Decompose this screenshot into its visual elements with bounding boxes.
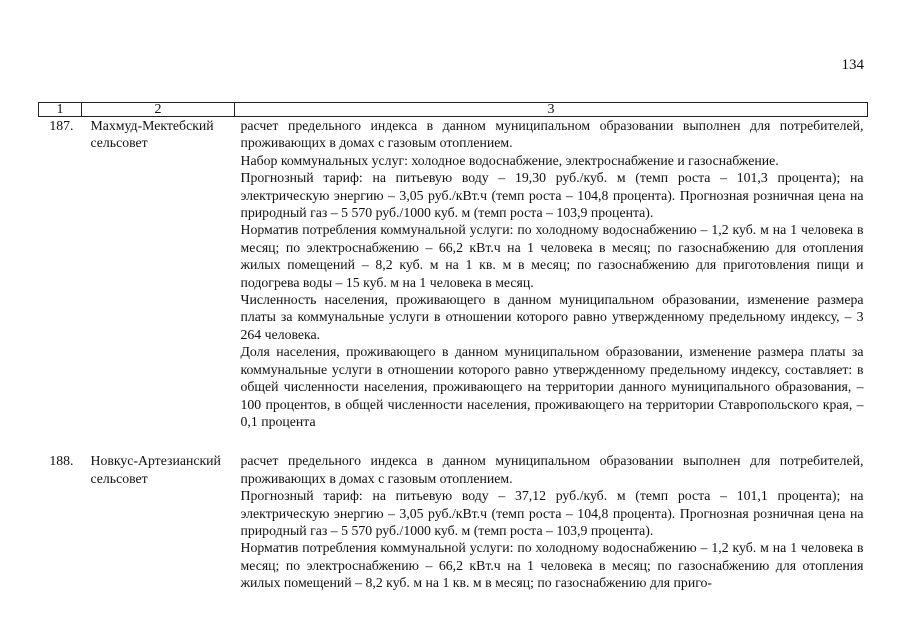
paragraph: Набор коммунальных услуг: холодное водоснабжение, электроснабжение и газоснабжение.	[240, 152, 779, 168]
paragraph: Прогнозный тариф: на питьевую воду – 37,12 руб./куб. м (темп роста – 101,1 процента); на электрическую энергию – 3,05 руб./кВт.ч (темп роста – 104,8 процента). Прогнозная розничная цена на природный газ – 5 570 руб./1000 куб. м (темп роста – 103,9 процента).	[240, 488, 864, 538]
row-description	[235, 117, 868, 431]
paragraph: Норматив потребления коммунальной услуги: по холодному водоснабжению – 1,2 куб. м на 1 человека в месяц; по электроснабжению – 66,2 кВт.ч на 1 человека в месяц; по газоснабжению для отопления жилых помещений – 8,2 куб. м на 1 кв. м в месяц; по газоснабжению для приготовления пищи и подогрева воды – 15 куб. м на 1 человека в месяц.	[240, 222, 864, 290]
paragraph: расчет предельного индекса в данном муниципальном образовании выполнен для потребителей, проживающих в домах с газовым отоплением.	[240, 453, 864, 486]
paragraph: Численность населения, проживающего в данном муниципальном образовании, изменение размера платы за коммунальные услуги в отношении которого равно утвержденному предельному индексу, – 3 264 человека.	[240, 292, 864, 342]
table-header	[39, 103, 868, 117]
page-number: 134	[841, 57, 864, 73]
table-row	[39, 117, 868, 431]
table-row	[39, 452, 868, 591]
paragraph: Прогнозный тариф: на питьевую воду – 19,30 руб./куб. м (темп роста – 101,3 процента); на электрическую энергию – 3,05 руб./кВт.ч (темп роста – 104,8 процента). Прогнозная розничная цена на природный газ – 5 570 руб./1000 куб. м (темп роста – 103,9 процента).	[240, 170, 864, 221]
row-description	[235, 452, 868, 591]
municipality-name: Махмуд-Мектебский сельсовет	[90, 118, 214, 151]
paragraph: расчет предельного индекса в данном муниципальном образовании выполнен для потребителей, проживающих в домах с газовым отоплением.	[240, 118, 864, 151]
paragraph: Норматив потребления коммунальной услуги: по холодному водоснабжению – 1,2 куб. м на 1 человека в месяц; по электроснабжению – 66,2 кВт.ч на 1 человека в месяц; по газоснабжению для отопления жилых помещений – 8,2 куб. м на 1 кв. м в месяц; по газоснабжению для приго-	[240, 540, 864, 591]
row-spacer	[39, 430, 868, 452]
municipality-name: Новкус-Артезианский сельсовет	[90, 453, 221, 486]
row-number: 187.	[49, 118, 74, 133]
column-header-number: 1	[39, 103, 82, 117]
table-body	[39, 117, 868, 592]
paragraph: Доля населения, проживающего в данном муниципальном образовании, изменение размера платы за коммунальные услуги в отношении которого равно утвержденному предельному индексу, составляет: в общей численности населения, проживающего на территории данного муниципального образования, – 100 процентов, в общей численности населения, проживающего на территории Ставропольского края, – 0,1 процента	[240, 344, 864, 429]
tariff-table	[38, 102, 868, 592]
column-header-description: 3	[235, 103, 868, 117]
column-header-name: 2	[82, 103, 235, 117]
row-number: 188.	[49, 453, 74, 469]
header-row	[39, 103, 868, 117]
